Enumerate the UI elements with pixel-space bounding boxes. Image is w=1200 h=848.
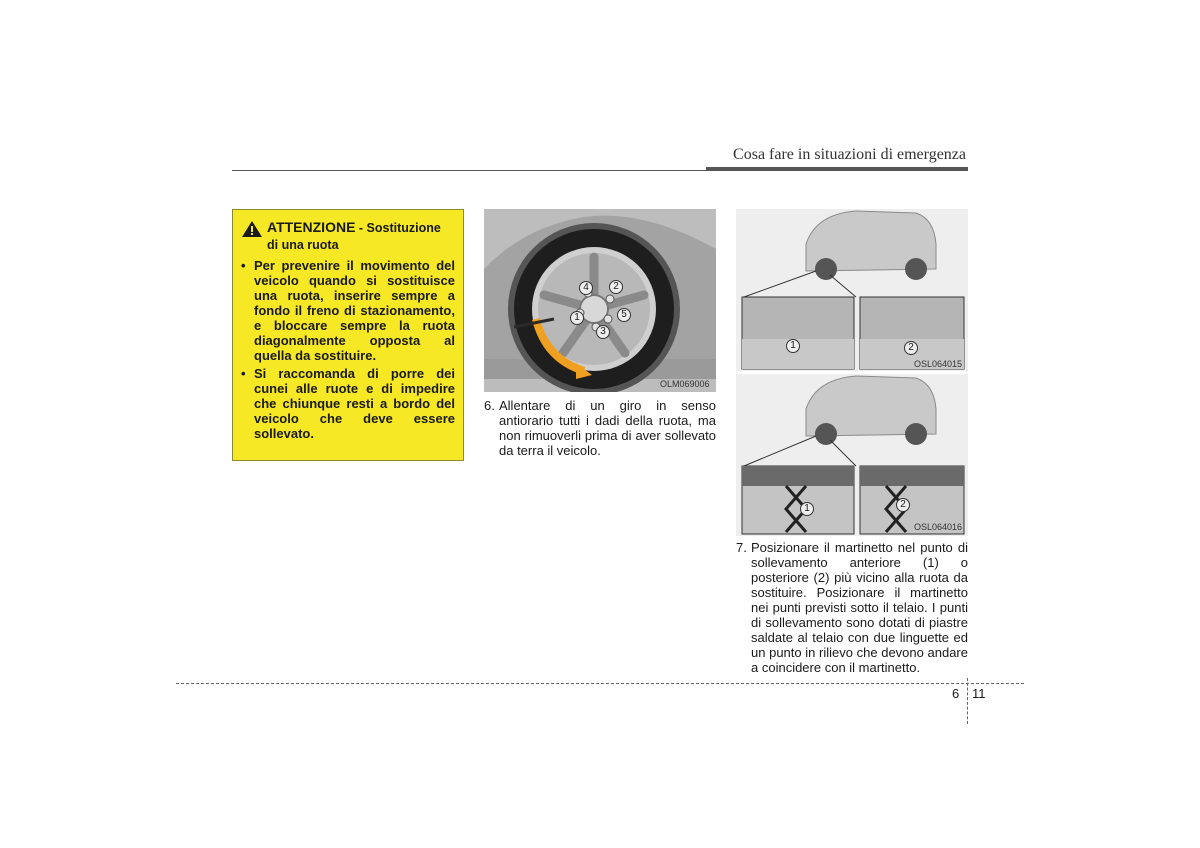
step-6 xyxy=(484,398,716,458)
step-text: Allentare di un giro in senso antiorario tutti i dadi della ruota, ma non rimuoverli prima di aver sollevato da terra il veicolo. xyxy=(499,398,716,458)
step-7 xyxy=(736,540,968,675)
jack-point-label: 1 xyxy=(786,339,800,353)
warning-item: • Per prevenire il movimento del veicolo quando si sostituisce una ruota, inserire sempre a fondo il freno di stazionamento, e bloccare sempre la ruota diagonalmente opposta al quella da sostituire. xyxy=(241,258,455,363)
lug-label: 2 xyxy=(609,280,623,294)
header-rule xyxy=(232,170,706,171)
step-number: 6. xyxy=(484,398,495,413)
page-number: 11 xyxy=(972,686,986,701)
lug-label: 1 xyxy=(570,311,584,325)
step-number: 7. xyxy=(736,540,747,555)
jack-point-label: 2 xyxy=(904,341,918,355)
figure-code: OLM069006 xyxy=(660,379,710,389)
header-rule-accent xyxy=(706,167,968,171)
suv-jack-drawing xyxy=(736,374,968,536)
jack-point-label: 1 xyxy=(800,502,814,516)
suv-lift-points-drawing xyxy=(736,209,968,371)
warning-subtitle: di una ruota xyxy=(267,238,339,252)
wheel-drawing xyxy=(484,209,716,392)
figure-code: OSL064015 xyxy=(914,359,963,369)
warning-title-main: ATTENZIONE xyxy=(267,219,356,235)
figure-code: OSL064016 xyxy=(914,522,963,532)
warning-box xyxy=(232,209,464,461)
warning-header xyxy=(241,220,455,238)
warning-list xyxy=(241,258,455,441)
warning-triangle-icon xyxy=(241,220,263,238)
lug-label: 5 xyxy=(617,308,631,322)
jack-points-illustration xyxy=(736,209,968,371)
warning-item: • Si raccomanda di porre dei cunei alle ruote e di impedire che chiunque resti a bordo del veicolo che deve essere sollevato. xyxy=(241,366,455,441)
lug-label: 4 xyxy=(579,281,593,295)
wheel-lug-nuts-illustration xyxy=(484,209,716,392)
step-text: Posizionare il martinetto nel punto di sollevamento anteriore (1) o posteriore (2) più vicino alla ruota da sostituire. Posizionare il martinetto nei punti previsti sotto il telaio. I punti di sollevamento sono dotati di piastre saldate al telaio con due linguette ed un punto in rilievo che devono andare a coincidere con il martinetto. xyxy=(751,540,968,675)
chapter-number: 6 xyxy=(952,686,960,701)
jack-positioned-illustration xyxy=(736,374,968,536)
footer-divider xyxy=(967,678,968,724)
footer-rule xyxy=(176,683,1024,684)
page-header-title: Cosa fare in situazioni di emergenza xyxy=(733,146,966,163)
lug-label: 3 xyxy=(596,325,610,339)
jack-point-label: 2 xyxy=(896,498,910,512)
warning-title-suffix: - Sostituzione xyxy=(355,221,441,235)
warning-title xyxy=(267,220,441,236)
